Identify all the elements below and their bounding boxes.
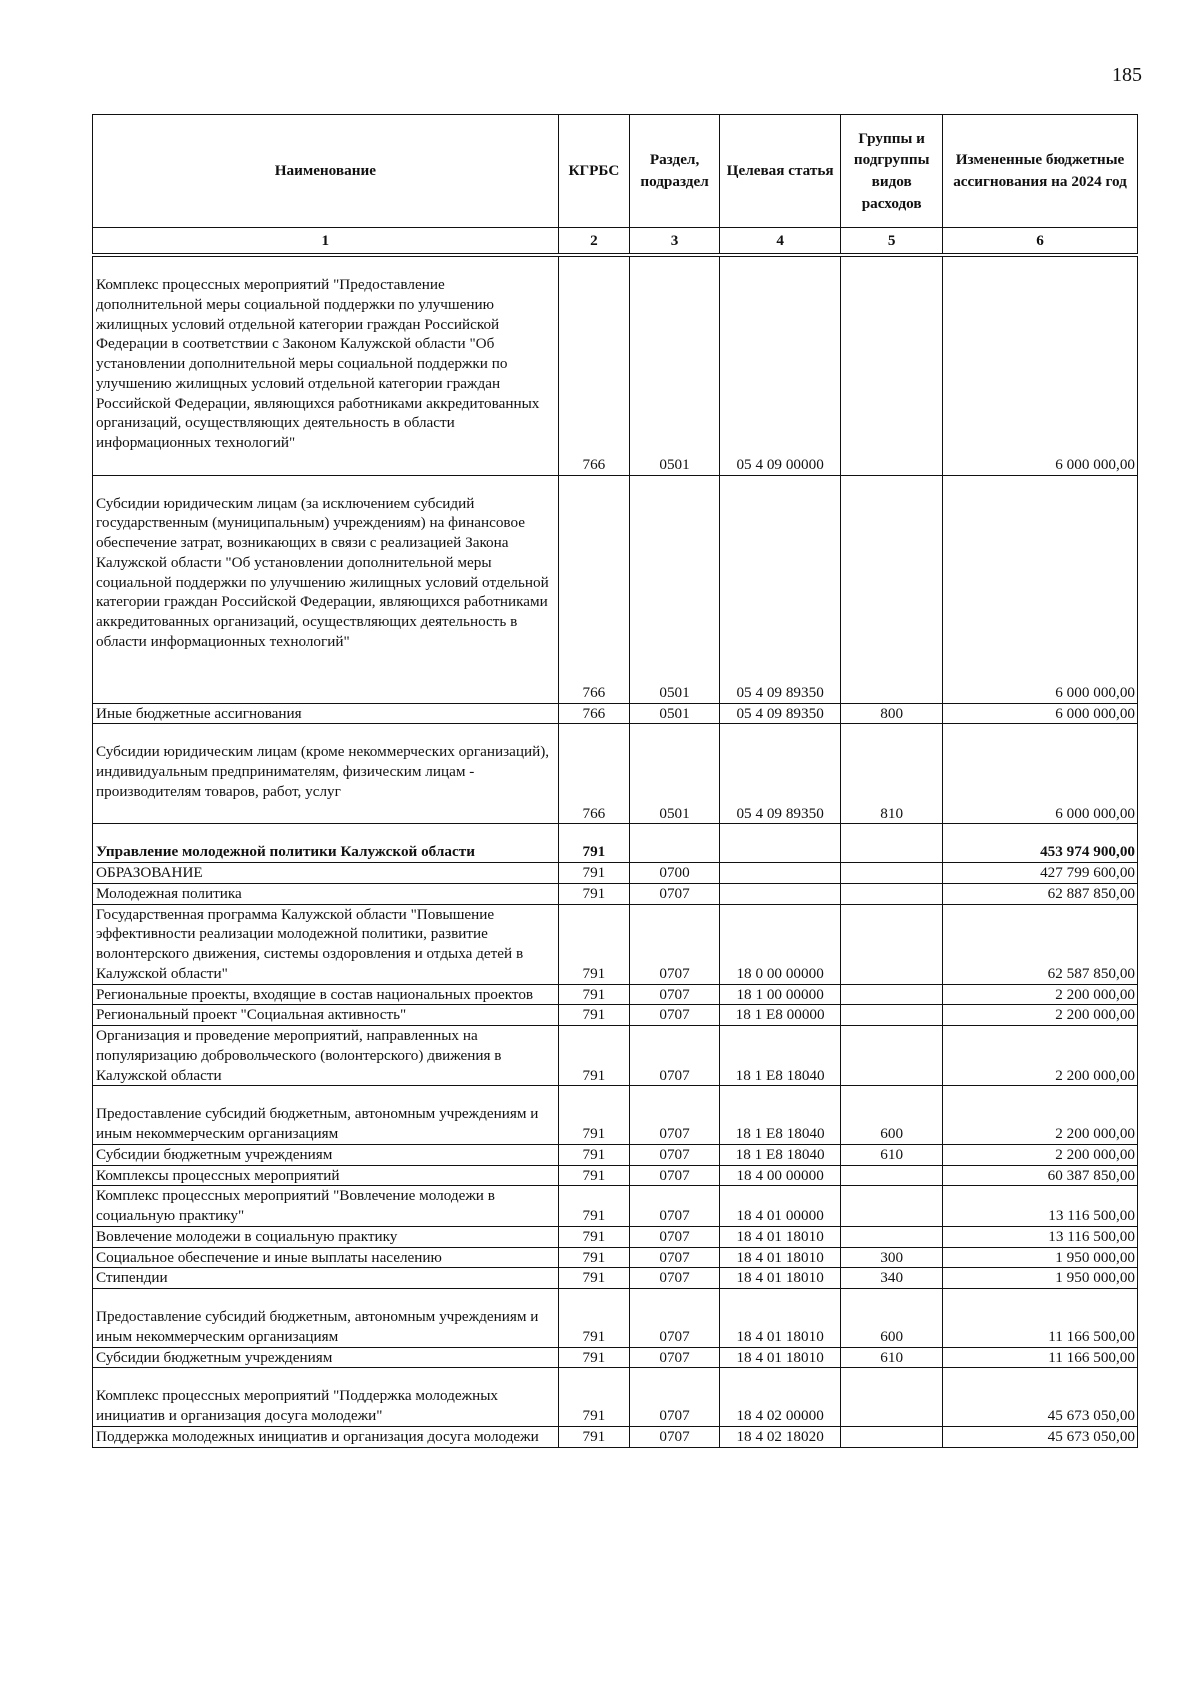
row-amount-cell: 11 166 500,00 xyxy=(943,1347,1138,1368)
row-name-cell: Региональный проект "Социальная активность" xyxy=(93,1005,559,1026)
row-expense-group-cell xyxy=(841,883,943,904)
row-target-article-cell xyxy=(719,883,840,904)
row-target-article-cell: 05 4 09 89350 xyxy=(719,703,840,724)
row-amount-cell: 1 950 000,00 xyxy=(943,1268,1138,1289)
row-kgrbs-cell: 791 xyxy=(558,1426,629,1447)
row-target-article-cell xyxy=(719,824,840,863)
row-target-article-cell: 18 0 00 00000 xyxy=(719,904,840,984)
header-kgrbs: КГРБС xyxy=(558,115,629,228)
row-expense-group-cell: 800 xyxy=(841,703,943,724)
table-row xyxy=(93,1247,1138,1268)
row-amount-cell: 1 950 000,00 xyxy=(943,1247,1138,1268)
budget-table xyxy=(92,114,1138,1448)
table-row xyxy=(93,1426,1138,1447)
table-row xyxy=(93,824,1138,863)
row-section-cell: 0707 xyxy=(630,984,720,1005)
column-number: 3 xyxy=(630,228,720,256)
row-section-cell: 0707 xyxy=(630,1186,720,1227)
row-kgrbs-cell: 791 xyxy=(558,1268,629,1289)
table-row xyxy=(93,703,1138,724)
row-target-article-cell: 18 1 E8 00000 xyxy=(719,1005,840,1026)
row-kgrbs-cell: 791 xyxy=(558,1247,629,1268)
row-section-cell: 0707 xyxy=(630,883,720,904)
row-section-cell: 0707 xyxy=(630,1347,720,1368)
row-section-cell: 0501 xyxy=(630,703,720,724)
row-section-cell: 0707 xyxy=(630,904,720,984)
row-kgrbs-cell: 791 xyxy=(558,1026,629,1086)
table-row xyxy=(93,724,1138,824)
table-row xyxy=(93,1086,1138,1145)
row-name-cell: ОБРАЗОВАНИЕ xyxy=(93,863,559,884)
row-target-article-cell: 18 1 E8 18040 xyxy=(719,1086,840,1145)
row-section-cell: 0700 xyxy=(630,863,720,884)
table-row xyxy=(93,475,1138,703)
row-target-article-cell: 18 4 02 18020 xyxy=(719,1426,840,1447)
row-expense-group-cell xyxy=(841,1226,943,1247)
table-row xyxy=(93,883,1138,904)
row-name-cell: Субсидии юридическим лицам (кроме некоммерческих организаций), индивидуальным предпринимателям, физическим лицам - производителям товаров, работ, услуг xyxy=(93,724,559,824)
row-kgrbs-cell: 791 xyxy=(558,1144,629,1165)
row-amount-cell: 60 387 850,00 xyxy=(943,1165,1138,1186)
table-row xyxy=(93,904,1138,984)
row-expense-group-cell xyxy=(841,824,943,863)
row-expense-group-cell xyxy=(841,475,943,703)
row-section-cell: 0707 xyxy=(630,1268,720,1289)
row-amount-cell: 13 116 500,00 xyxy=(943,1226,1138,1247)
row-expense-group-cell xyxy=(841,1426,943,1447)
table-header-row xyxy=(93,115,1138,228)
row-kgrbs-cell: 791 xyxy=(558,883,629,904)
column-number: 1 xyxy=(93,228,559,256)
table-row xyxy=(93,1144,1138,1165)
row-section-cell: 0707 xyxy=(630,1144,720,1165)
row-expense-group-cell xyxy=(841,904,943,984)
table-row xyxy=(93,1186,1138,1227)
row-name-cell: Комплексы процессных мероприятий xyxy=(93,1165,559,1186)
table-row xyxy=(93,1026,1138,1086)
table-body xyxy=(93,255,1138,1447)
row-name-cell: Социальное обеспечение и иные выплаты населению xyxy=(93,1247,559,1268)
row-name-cell: Предоставление субсидий бюджетным, автономным учреждениям и иным некоммерческим организациям xyxy=(93,1289,559,1348)
row-section-cell: 0707 xyxy=(630,1086,720,1145)
row-kgrbs-cell: 791 xyxy=(558,863,629,884)
row-kgrbs-cell: 791 xyxy=(558,1226,629,1247)
row-amount-cell: 2 200 000,00 xyxy=(943,1086,1138,1145)
row-kgrbs-cell: 791 xyxy=(558,1005,629,1026)
row-expense-group-cell: 600 xyxy=(841,1086,943,1145)
column-number: 6 xyxy=(943,228,1138,256)
table-row xyxy=(93,1005,1138,1026)
header-budget-allocation: Измененные бюджетные ассигнования на 2024 год xyxy=(943,115,1138,228)
row-name-cell: Комплекс процессных мероприятий "Вовлечение молодежи в социальную практику" xyxy=(93,1186,559,1227)
row-amount-cell: 13 116 500,00 xyxy=(943,1186,1138,1227)
table-row xyxy=(93,1347,1138,1368)
row-expense-group-cell: 340 xyxy=(841,1268,943,1289)
row-name-cell: Региональные проекты, входящие в состав национальных проектов xyxy=(93,984,559,1005)
row-kgrbs-cell: 766 xyxy=(558,703,629,724)
row-section-cell: 0501 xyxy=(630,255,720,475)
row-kgrbs-cell: 766 xyxy=(558,724,629,824)
row-target-article-cell: 18 1 00 00000 xyxy=(719,984,840,1005)
row-expense-group-cell: 610 xyxy=(841,1144,943,1165)
table-row xyxy=(93,1165,1138,1186)
row-target-article-cell xyxy=(719,863,840,884)
row-target-article-cell: 18 4 01 18010 xyxy=(719,1268,840,1289)
row-kgrbs-cell: 791 xyxy=(558,904,629,984)
table-row xyxy=(93,984,1138,1005)
row-amount-cell: 2 200 000,00 xyxy=(943,1005,1138,1026)
row-kgrbs-cell: 791 xyxy=(558,824,629,863)
row-expense-group-cell xyxy=(841,863,943,884)
header-expense-groups: Группы и подгруппы видов расходов xyxy=(841,115,943,228)
row-target-article-cell: 05 4 09 89350 xyxy=(719,724,840,824)
row-amount-cell: 6 000 000,00 xyxy=(943,475,1138,703)
row-name-cell: Комплекс процессных мероприятий "Предоставление дополнительной меры социальной поддержки по улучшению жилищных условий отдельной категории граждан Российской Федерации в соответствии с Законом Калужской области "Об установлении дополнительной меры социальной поддержки по улучшению жилищных условий отдельной категории граждан Российской Федерации, являющихся работниками аккредитованных организаций, осуществляющих деятельность в области информационных технологий" xyxy=(93,255,559,475)
row-amount-cell: 6 000 000,00 xyxy=(943,724,1138,824)
column-number: 4 xyxy=(719,228,840,256)
table-row xyxy=(93,1268,1138,1289)
row-amount-cell: 453 974 900,00 xyxy=(943,824,1138,863)
row-section-cell: 0501 xyxy=(630,724,720,824)
row-amount-cell: 2 200 000,00 xyxy=(943,984,1138,1005)
row-section-cell: 0707 xyxy=(630,1226,720,1247)
row-amount-cell: 45 673 050,00 xyxy=(943,1368,1138,1427)
row-kgrbs-cell: 791 xyxy=(558,984,629,1005)
row-section-cell: 0707 xyxy=(630,1426,720,1447)
row-name-cell: Субсидии бюджетным учреждениям xyxy=(93,1144,559,1165)
row-amount-cell: 11 166 500,00 xyxy=(943,1289,1138,1348)
row-name-cell: Молодежная политика xyxy=(93,883,559,904)
row-amount-cell: 62 587 850,00 xyxy=(943,904,1138,984)
row-name-cell: Государственная программа Калужской области "Повышение эффективности реализации молодежной политики, развитие волонтерского движения, системы оздоровления и отдыха детей в Калужской области" xyxy=(93,904,559,984)
header-name: Наименование xyxy=(93,115,559,228)
row-amount-cell: 2 200 000,00 xyxy=(943,1026,1138,1086)
row-amount-cell: 45 673 050,00 xyxy=(943,1426,1138,1447)
row-kgrbs-cell: 766 xyxy=(558,255,629,475)
row-target-article-cell: 18 1 E8 18040 xyxy=(719,1026,840,1086)
table-row xyxy=(93,863,1138,884)
row-name-cell: Субсидии бюджетным учреждениям xyxy=(93,1347,559,1368)
row-section-cell: 0707 xyxy=(630,1247,720,1268)
row-expense-group-cell: 600 xyxy=(841,1289,943,1348)
row-target-article-cell: 18 4 01 18010 xyxy=(719,1247,840,1268)
table-row xyxy=(93,1368,1138,1427)
row-name-cell: Вовлечение молодежи в социальную практику xyxy=(93,1226,559,1247)
row-amount-cell: 2 200 000,00 xyxy=(943,1144,1138,1165)
row-amount-cell: 6 000 000,00 xyxy=(943,255,1138,475)
row-target-article-cell: 05 4 09 00000 xyxy=(719,255,840,475)
row-target-article-cell: 18 4 02 00000 xyxy=(719,1368,840,1427)
row-name-cell: Комплекс процессных мероприятий "Поддержка молодежных инициатив и организация досуга молодежи" xyxy=(93,1368,559,1427)
row-name-cell: Субсидии юридическим лицам (за исключением субсидий государственным (муниципальным) учреждениям) на финансовое обеспечение затрат, возникающих в связи с реализацией Закона Калужской области "Об установлении дополнительной меры социальной поддержки по улучшению жилищных условий отдельной категории граждан Российской Федерации, являющихся работниками аккредитованных организаций, осуществляющих деятельность в области информационных технологий" xyxy=(93,475,559,703)
row-target-article-cell: 18 4 01 00000 xyxy=(719,1186,840,1227)
row-section-cell: 0707 xyxy=(630,1368,720,1427)
row-expense-group-cell xyxy=(841,1368,943,1427)
row-name-cell: Предоставление субсидий бюджетным, автономным учреждениям и иным некоммерческим организациям xyxy=(93,1086,559,1145)
row-target-article-cell: 18 4 01 18010 xyxy=(719,1347,840,1368)
row-expense-group-cell: 300 xyxy=(841,1247,943,1268)
row-section-cell xyxy=(630,824,720,863)
column-number-row xyxy=(93,228,1138,256)
row-expense-group-cell xyxy=(841,1005,943,1026)
row-expense-group-cell: 610 xyxy=(841,1347,943,1368)
row-target-article-cell: 18 4 01 18010 xyxy=(719,1226,840,1247)
row-target-article-cell: 18 1 E8 18040 xyxy=(719,1144,840,1165)
table-row xyxy=(93,255,1138,475)
row-section-cell: 0707 xyxy=(630,1165,720,1186)
row-expense-group-cell: 810 xyxy=(841,724,943,824)
row-amount-cell: 6 000 000,00 xyxy=(943,703,1138,724)
row-target-article-cell: 18 4 01 18010 xyxy=(719,1289,840,1348)
table-row xyxy=(93,1226,1138,1247)
row-target-article-cell: 18 4 00 00000 xyxy=(719,1165,840,1186)
row-kgrbs-cell: 791 xyxy=(558,1086,629,1145)
column-number: 2 xyxy=(558,228,629,256)
row-name-cell: Управление молодежной политики Калужской области xyxy=(93,824,559,863)
row-kgrbs-cell: 791 xyxy=(558,1186,629,1227)
row-name-cell: Стипендии xyxy=(93,1268,559,1289)
row-name-cell: Поддержка молодежных инициатив и организация досуга молодежи xyxy=(93,1426,559,1447)
row-expense-group-cell xyxy=(841,255,943,475)
column-number: 5 xyxy=(841,228,943,256)
row-name-cell: Организация и проведение мероприятий, направленных на популяризацию добровольческого (волонтерского) движения в Калужской области xyxy=(93,1026,559,1086)
row-kgrbs-cell: 791 xyxy=(558,1289,629,1348)
row-amount-cell: 62 887 850,00 xyxy=(943,883,1138,904)
table-row xyxy=(93,1289,1138,1348)
row-section-cell: 0707 xyxy=(630,1289,720,1348)
page-number: 185 xyxy=(1112,64,1142,86)
row-amount-cell: 427 799 600,00 xyxy=(943,863,1138,884)
row-name-cell: Иные бюджетные ассигнования xyxy=(93,703,559,724)
row-section-cell: 0707 xyxy=(630,1005,720,1026)
row-target-article-cell: 05 4 09 89350 xyxy=(719,475,840,703)
row-expense-group-cell xyxy=(841,984,943,1005)
row-expense-group-cell xyxy=(841,1026,943,1086)
row-expense-group-cell xyxy=(841,1186,943,1227)
row-kgrbs-cell: 766 xyxy=(558,475,629,703)
header-target-article: Целевая статья xyxy=(719,115,840,228)
row-kgrbs-cell: 791 xyxy=(558,1347,629,1368)
row-kgrbs-cell: 791 xyxy=(558,1165,629,1186)
row-section-cell: 0707 xyxy=(630,1026,720,1086)
row-kgrbs-cell: 791 xyxy=(558,1368,629,1427)
row-expense-group-cell xyxy=(841,1165,943,1186)
row-section-cell: 0501 xyxy=(630,475,720,703)
header-section: Раздел, подраздел xyxy=(630,115,720,228)
